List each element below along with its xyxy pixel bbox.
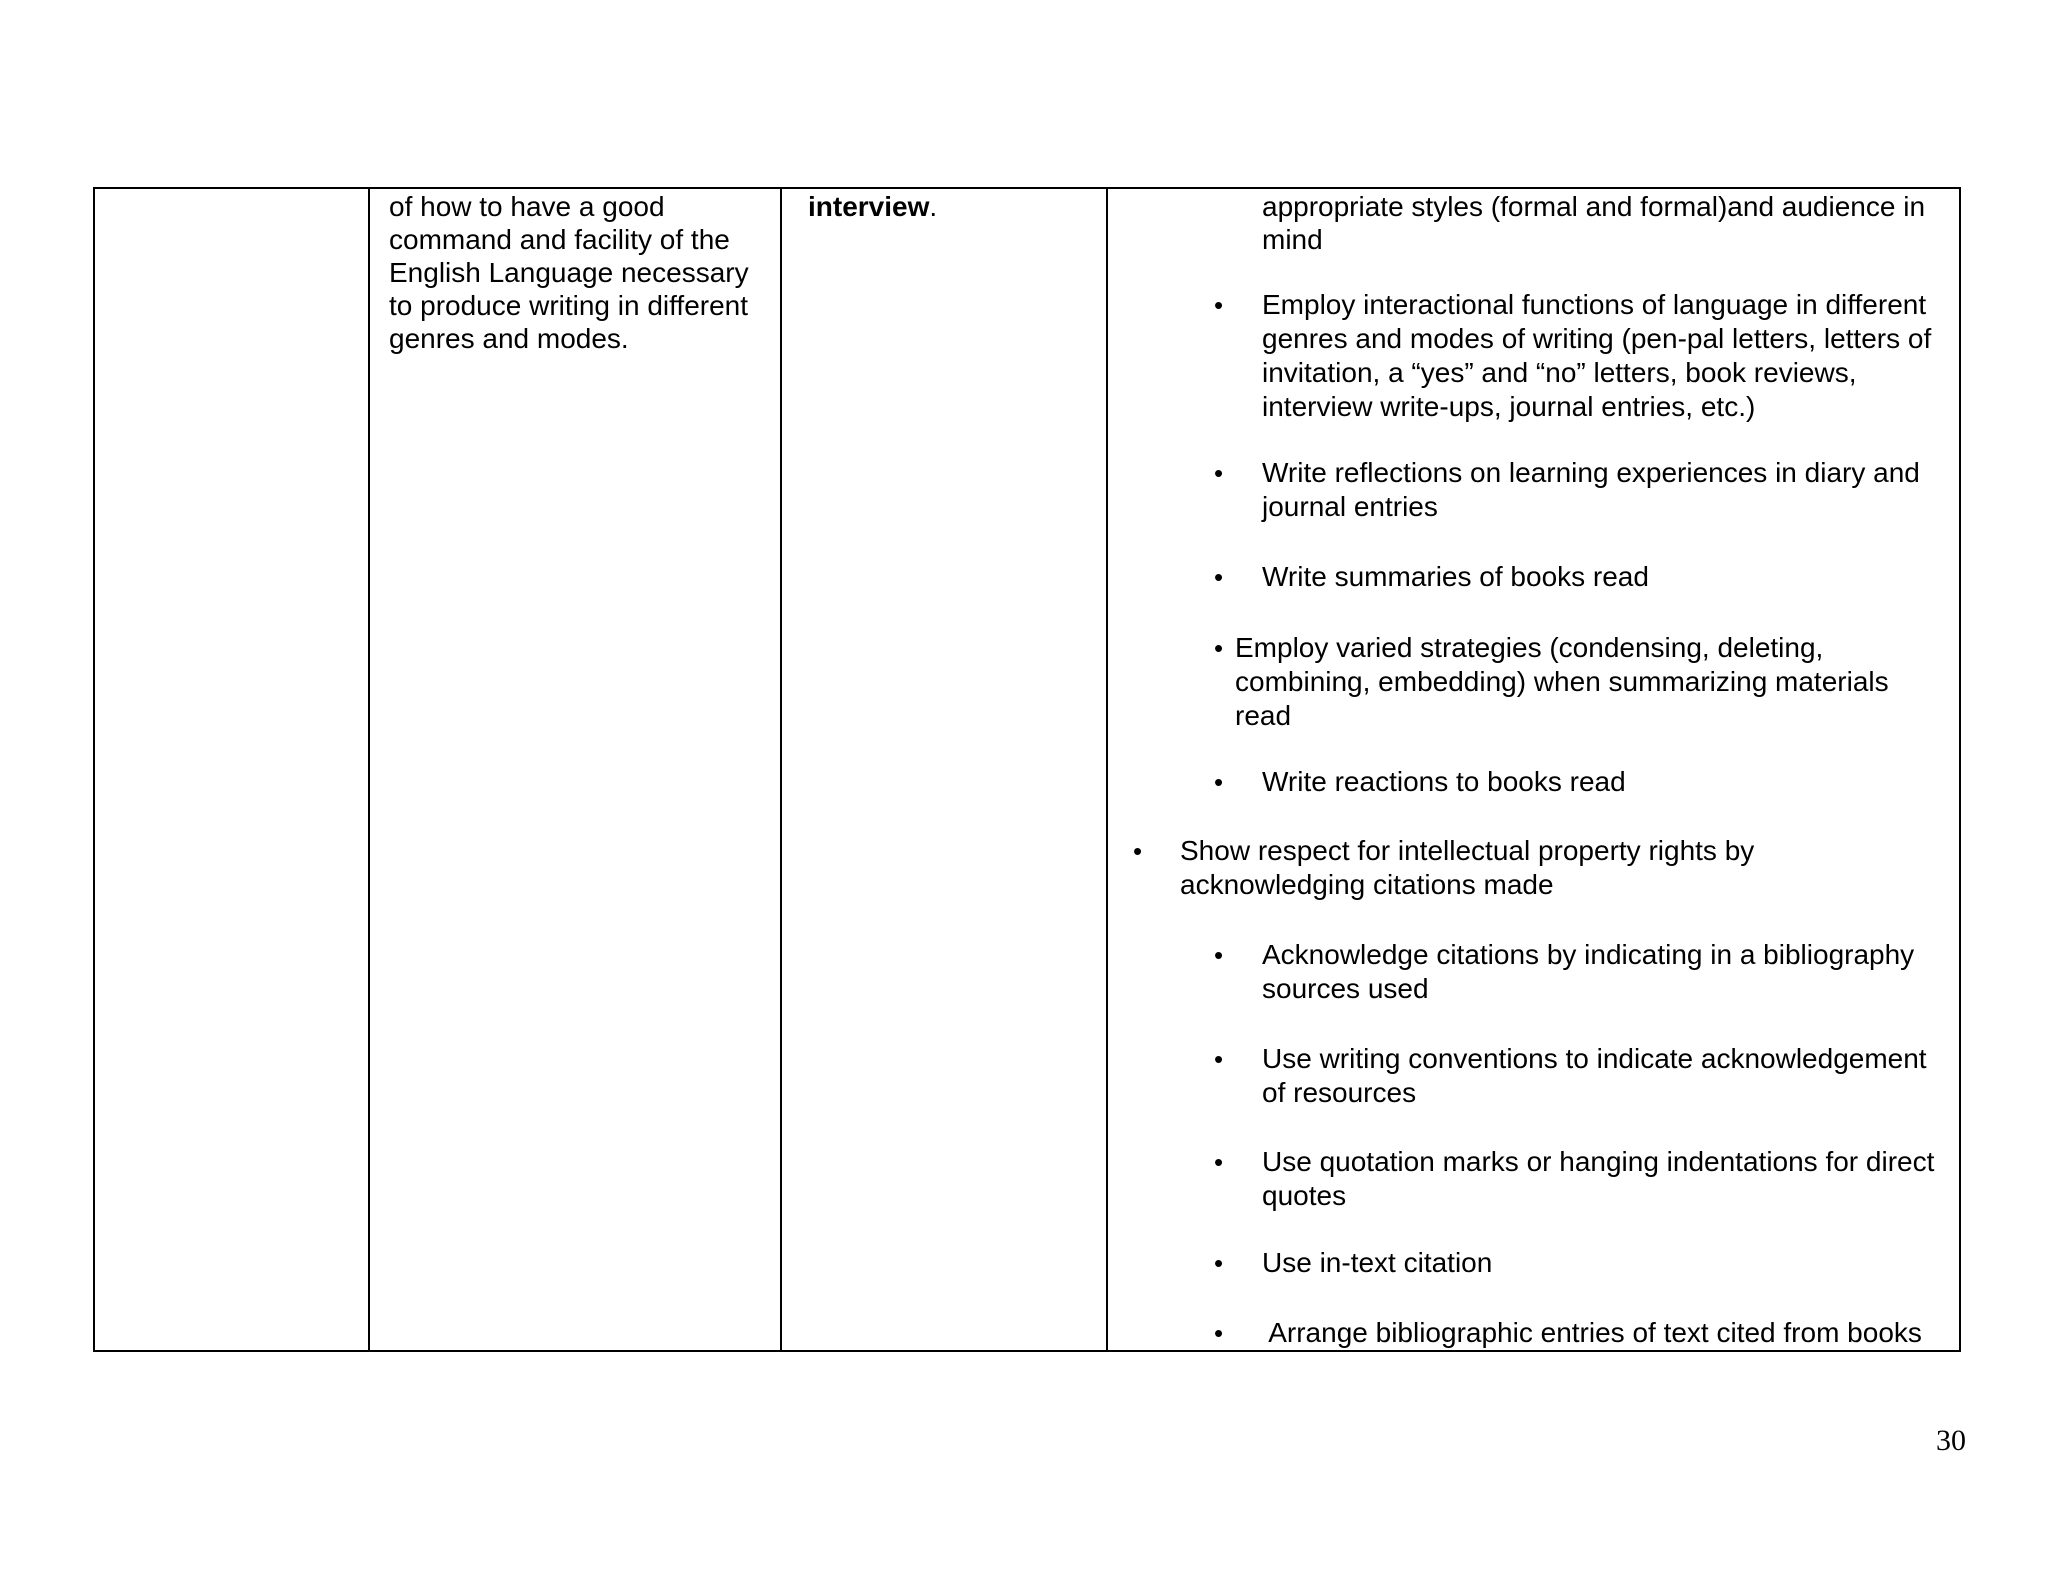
bullet-icon: • (1133, 836, 1143, 866)
objective-text: Show respect for intellectual property rights by acknowledging citations made (1180, 835, 1755, 900)
page-number: 30 (1936, 1424, 1966, 1457)
objective-text: Write reflections on learning experiences in diary and journal entries (1262, 457, 1920, 522)
objective-text: Use in-text citation (1262, 1247, 1493, 1278)
competency-cell-text: of how to have a good command and facility of the English Language necessary to produce writing in different genres and modes. (389, 191, 749, 354)
bullet-icon: • (1214, 290, 1224, 320)
bullet-icon: • (1214, 940, 1224, 970)
objective-text: Acknowledge citations by indicating in a bibliography sources used (1262, 939, 1915, 1004)
column-divider-1 (368, 187, 370, 1352)
column-divider-3 (1106, 187, 1108, 1352)
strategy-rest-text: . (929, 191, 938, 222)
objective-text: Write summaries of books read (1262, 561, 1649, 592)
column-divider-2 (780, 187, 782, 1352)
objective-text: Employ varied strategies (condensing, deleting, combining, embedding) when summarizing materials read (1235, 632, 1889, 731)
objective-text: Arrange bibliographic entries of text cited from books (1262, 1317, 1922, 1348)
bullet-icon: • (1214, 562, 1224, 592)
bullet-icon: • (1214, 1044, 1224, 1074)
objectives-continuation-text: appropriate styles (formal and formal)and audience in mind (1262, 191, 1926, 255)
bullet-icon: • (1214, 1318, 1224, 1348)
strategy-cell (808, 190, 1108, 223)
bullet-icon: • (1214, 1147, 1224, 1177)
bullet-icon: • (1214, 767, 1224, 797)
objective-text: Use quotation marks or hanging indentations for direct quotes (1262, 1146, 1935, 1211)
objective-text: Write reactions to books read (1262, 766, 1626, 797)
strategy-bold-text: interview (808, 191, 930, 222)
bullet-icon: • (1214, 458, 1224, 488)
objective-text: Use writing conventions to indicate acknowledgement of resources (1262, 1043, 1927, 1108)
bullet-icon: • (1214, 1248, 1224, 1278)
objective-text: Employ interactional functions of language in different genres and modes of writing (pen-pal letters, letters of invitation, a “yes” and “no” letters, book reviews, interview write-ups, journal entries, etc.) (1262, 289, 1932, 422)
bullet-icon: • (1214, 633, 1224, 663)
